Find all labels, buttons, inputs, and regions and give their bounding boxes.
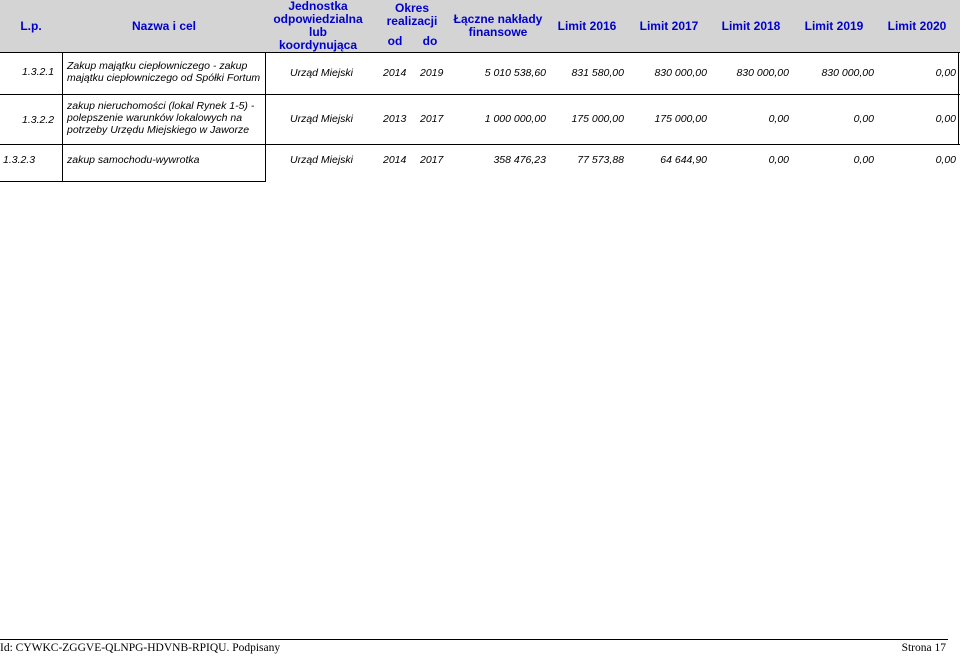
row-separator [0,52,960,53]
row-name [67,59,265,85]
header-total [448,0,548,52]
row-limit-2016: 77 573,88 [577,154,624,166]
header-unit [266,0,370,52]
row-from: 2014 [383,67,407,79]
column-separator [265,52,266,182]
row-name-line: potrzeby Urzędu Miejskiego w Jaworze [67,124,250,136]
row-limit-2019: 0,00 [853,113,874,125]
row-separator [0,94,960,95]
row-lp: 1.3.2.1 [22,66,55,78]
row-name-line: polepszenie warunków lokalowych na [67,112,243,124]
header-limit-2018: Limit 2018 [721,18,781,33]
row-limit-2017: 175 000,00 [654,113,707,125]
row-to: 2017 [420,113,444,125]
row-lp: 1.3.2.3 [3,154,36,166]
header-unit-line2: odpowiedzialna lub [273,12,363,39]
header-name: Nazwa i cel [131,18,197,33]
row-unit: Urząd Miejski [290,154,354,166]
page-number: Strona 17 [901,642,946,654]
column-separator [62,52,63,182]
row-limit-2016: 175 000,00 [571,113,624,125]
row-to: 2019 [420,67,444,79]
row-separator [0,144,960,145]
row-limit-2020: 0,00 [935,67,956,79]
header-limit-2019: Limit 2019 [804,18,864,33]
row-limit-2018: 0,00 [768,154,789,166]
row-name-line: zakup samochodu-wywrotka [67,154,200,166]
row-unit: Urząd Miejski [290,67,354,79]
row-limit-2018: 830 000,00 [736,67,789,79]
row-from: 2013 [383,113,407,125]
header-period-from: od [387,33,403,48]
header-period-line2: realizacji [386,14,438,28]
header-limit-2016: Limit 2016 [557,18,617,33]
row-limit-2020: 0,00 [935,113,956,125]
header-total-line1: Łączne nakłady [453,12,543,26]
row-from: 2014 [383,154,407,166]
row-name [67,99,265,137]
header-total-line2: finansowe [468,25,528,39]
row-limit-2017: 830 000,00 [654,67,707,79]
header-period [372,1,452,29]
row-lp: 1.3.2.2 [22,114,55,126]
row-name-line: zakup nieruchomości (lokal Rynek 1-5) - [67,100,255,112]
header-limit-2017: Limit 2017 [639,18,699,33]
row-total: 1 000 000,00 [484,113,546,125]
row-limit-2018: 0,00 [768,113,789,125]
row-separator [0,181,266,182]
header-period-to: do [422,33,438,48]
row-limit-2020: 0,00 [935,154,956,166]
header-unit-line1: Jednostka [288,0,348,13]
row-limit-2017: 64 644,90 [660,154,707,166]
row-name [67,153,265,167]
row-total: 5 010 538,60 [484,67,546,79]
header-unit-line3: koordynująca [278,38,358,52]
row-total: 358 476,23 [493,154,546,166]
column-separator [958,52,959,145]
header-limit-2020: Limit 2020 [887,18,947,33]
row-name-line: majątku ciepłowniczego od Spółki Fortum [67,72,261,84]
row-limit-2019: 0,00 [853,154,874,166]
row-to: 2017 [420,154,444,166]
document-id: Id: CYWKC-ZGGVE-QLNPG-HDVNB-RPIQU. Podpisany [0,642,281,654]
header-lp: L.p. [20,18,42,33]
header-period-line1: Okres [394,1,430,15]
row-unit: Urząd Miejski [290,113,354,125]
row-limit-2016: 831 580,00 [571,67,624,79]
footer-divider [0,639,948,640]
row-limit-2019: 830 000,00 [821,67,874,79]
row-name-line: Zakup majątku ciepłowniczego - zakup [67,60,248,72]
